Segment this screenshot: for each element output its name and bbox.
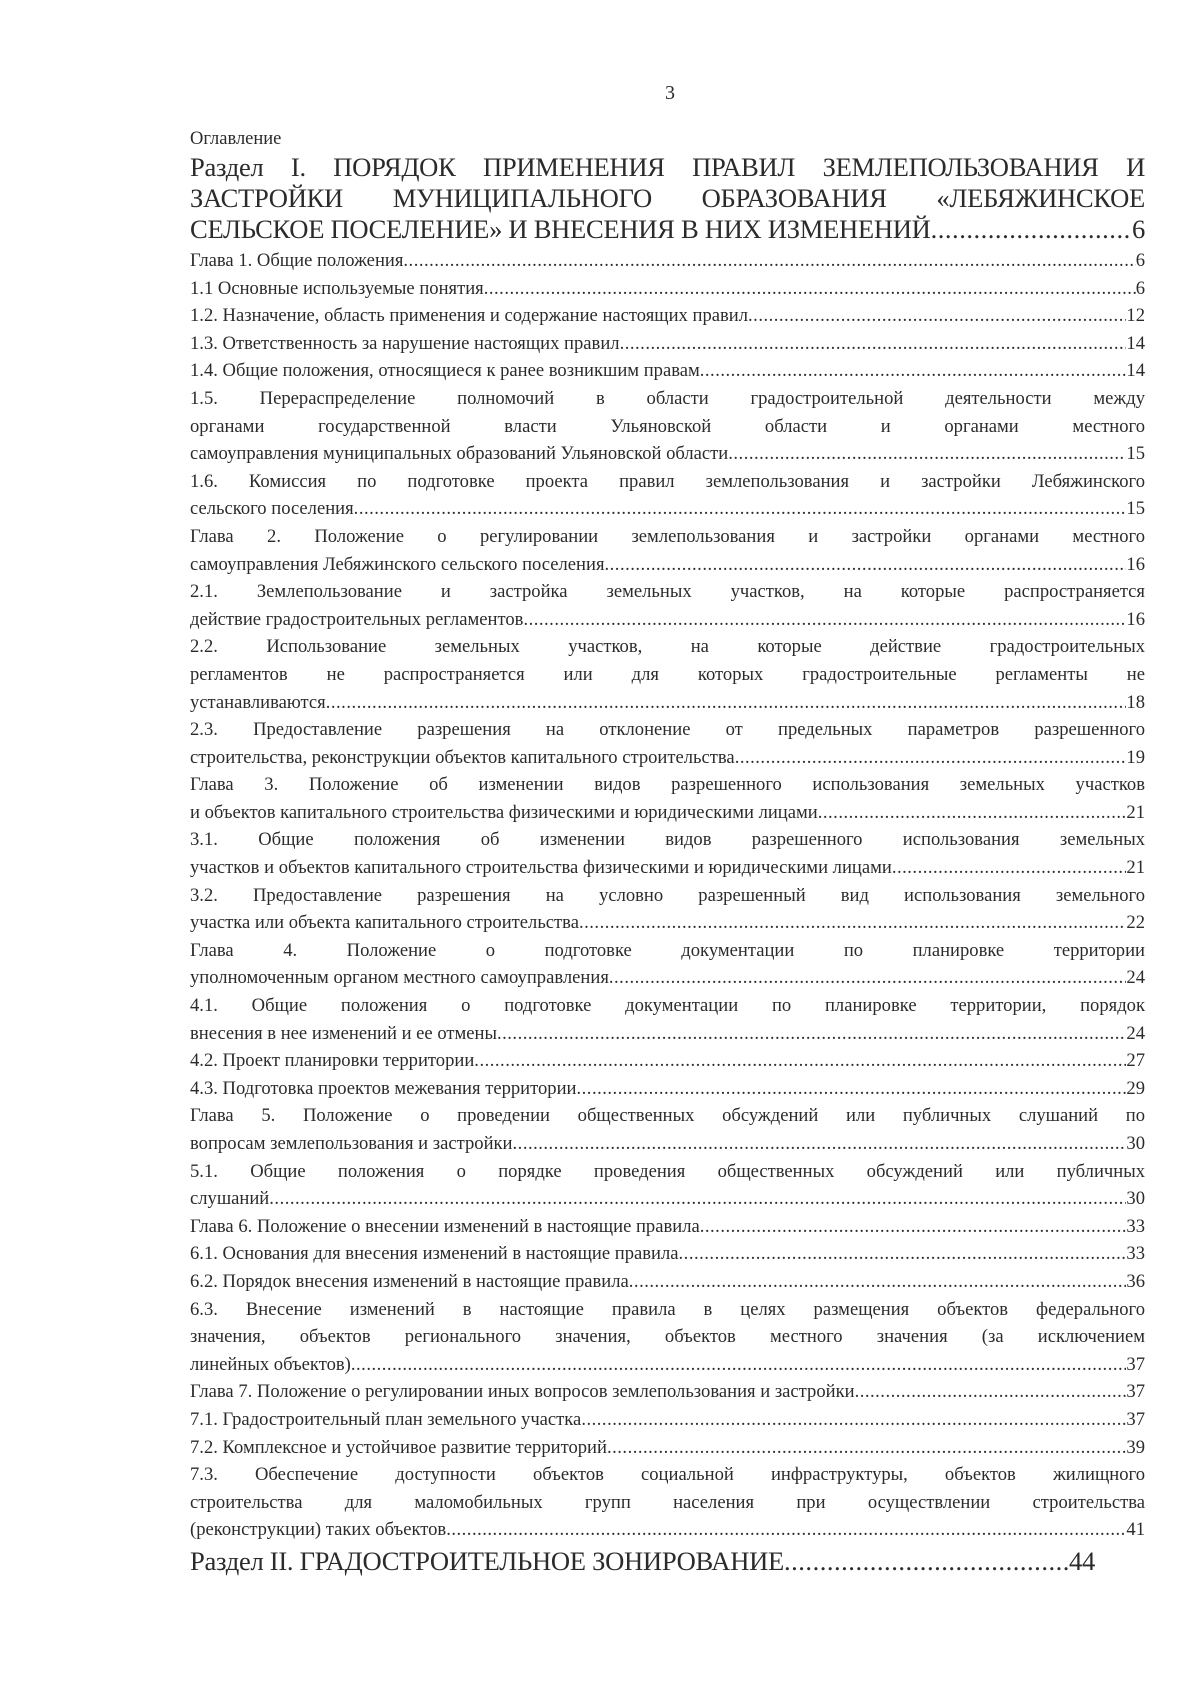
toc-page-number: 24 <box>1126 967 1145 989</box>
toc-entry-title: действие градостроительных регламентов <box>190 608 524 630</box>
toc-entry-line: 1.6. Комиссия по подготовке проекта правил землепользования и застройки Лебяжинского <box>190 470 1145 492</box>
toc-entry-title: участков и объектов капитального строительства физическими и юридическими лицами <box>190 857 892 879</box>
dot-leader <box>607 1434 1126 1462</box>
toc-entry-title: слушаний <box>190 1188 270 1210</box>
toc-entry-last-line <box>190 1047 1145 1075</box>
toc-entry-last-line <box>190 1434 1145 1462</box>
toc-page-number: 37 <box>1126 1353 1145 1375</box>
toc-entry-last-line <box>190 744 1145 772</box>
toc-section[interactable] <box>190 1546 1145 1577</box>
toc-entry-last-line <box>190 854 1145 882</box>
toc-page-number: 16 <box>1126 608 1145 630</box>
toc-entry-line: органами государственной власти Ульяновской области и органами местного <box>190 415 1145 437</box>
toc-page-number: 21 <box>1126 857 1145 879</box>
toc-entry-title: Глава 1. Общие положения <box>190 250 404 271</box>
dot-leader <box>326 689 1127 717</box>
dot-leader <box>748 302 1126 330</box>
toc-page-number: 12 <box>1126 305 1145 327</box>
dot-leader <box>269 1185 1126 1213</box>
toc-page-number: 36 <box>1126 1270 1145 1292</box>
toc-page-number: 22 <box>1126 912 1145 934</box>
toc-entry-title: устанавливаются <box>190 691 326 713</box>
dot-leader <box>351 1351 1127 1379</box>
toc-entry[interactable] <box>190 1378 1145 1406</box>
toc-entry-last-line <box>190 330 1145 358</box>
toc-entry[interactable] <box>190 357 1145 385</box>
toc-entry[interactable] <box>190 1102 1145 1157</box>
toc-entry[interactable] <box>190 771 1145 826</box>
toc-entry[interactable] <box>190 937 1145 992</box>
toc-entry[interactable] <box>190 330 1145 358</box>
toc-entry-title: (реконструкции) таких объектов <box>190 1519 447 1541</box>
toc-entry-title: 6.1. Основания для внесения изменений в настоящие правила <box>190 1243 679 1265</box>
toc-entry-title: 1.3. Ответственность за нарушение настоящих правил <box>190 332 620 354</box>
toc-entry[interactable] <box>190 247 1145 275</box>
toc-page-number: 44 <box>1069 1545 1095 1576</box>
toc-entry[interactable] <box>190 1461 1145 1544</box>
toc-entry-last-line <box>190 1546 1095 1577</box>
dot-leader <box>892 854 1127 882</box>
toc-entry-last-line <box>190 964 1145 992</box>
toc-entry-last-line <box>190 1213 1145 1241</box>
toc-entry[interactable] <box>190 716 1145 771</box>
dot-leader <box>609 964 1127 992</box>
toc-entry-line: ЗАСТРОЙКИ МУНИЦИПАЛЬНОГО ОБРАЗОВАНИЯ «ЛЕБЯЖИНСКОЕ <box>190 183 1145 213</box>
dot-leader <box>818 799 1127 827</box>
toc-entry-line: 2.1. Землепользование и застройка земельных участков, на которые распространяется <box>190 581 1145 603</box>
toc-entry-title: внесения в нее изменений и ее отмены <box>190 1022 497 1044</box>
dot-leader <box>700 357 1127 385</box>
toc-entry-title: Раздел II. ГРАДОСТРОИТЕЛЬНОЕ ЗОНИРОВАНИЕ <box>190 1545 784 1576</box>
toc-entry-last-line <box>190 357 1145 385</box>
toc-entry-last-line <box>190 909 1145 937</box>
toc-page-number: 15 <box>1126 443 1145 465</box>
toc-entry-title: 7.2. Комплексное и устойчивое развитие территорий <box>190 1436 607 1458</box>
toc-page-number: 27 <box>1126 1050 1145 1072</box>
table-of-contents <box>190 128 1145 1577</box>
toc-page-number: 30 <box>1126 1133 1145 1154</box>
toc-entry-title: 1.2. Назначение, область применения и содержание настоящих правил <box>190 305 749 327</box>
toc-entry-last-line <box>190 275 1145 303</box>
toc-page-number: 19 <box>1126 746 1145 768</box>
toc-entry-last-line <box>190 1378 1145 1406</box>
toc-entry-title: Глава 7. Положение о регулировании иных вопросов землепользования и застройки <box>190 1381 855 1403</box>
toc-entry-title: 4.2. Проект планировки территории <box>190 1050 475 1072</box>
toc-entry[interactable] <box>190 1434 1145 1462</box>
toc-entry[interactable] <box>190 1213 1145 1241</box>
toc-page-number: 37 <box>1126 1408 1145 1430</box>
toc-page-number: 33 <box>1126 1215 1145 1237</box>
dot-leader <box>620 330 1127 358</box>
toc-page-number: 39 <box>1126 1436 1145 1458</box>
toc-entry-title: 4.3. Подготовка проектов межевания территории <box>190 1077 577 1099</box>
toc-entry-title: 1.1 Основные используемые понятия <box>190 277 484 299</box>
toc-page-number: 18 <box>1126 691 1145 713</box>
toc-entry-last-line <box>190 214 1145 245</box>
toc-entry-last-line <box>190 1130 1145 1158</box>
toc-entry-last-line <box>190 495 1145 523</box>
dot-leader <box>735 744 1127 772</box>
toc-entry-title: Глава 6. Положение о внесении изменений в настоящие правила <box>190 1215 700 1237</box>
toc-heading: Оглавление <box>190 129 282 149</box>
toc-entry[interactable] <box>190 385 1145 468</box>
toc-entry-title: уполномоченным органом местного самоуправления <box>190 967 609 989</box>
toc-entry[interactable] <box>190 992 1145 1047</box>
toc-entry-line: 3.1. Общие положения об изменении видов разрешенного использования земельных <box>190 829 1145 851</box>
page-number: 3 <box>665 82 675 104</box>
toc-entry-title: СЕЛЬСКОЕ ПОСЕЛЕНИЕ» И ВНЕСЕНИЯ В НИХ ИЗМЕНЕНИЙ <box>190 214 931 244</box>
toc-entry-title: 1.4. Общие положения, относящиеся к ранее возникшим правам <box>190 360 700 382</box>
toc-entry-line: Глава 5. Положение о проведении общественных обсуждений или публичных слушаний по <box>190 1105 1145 1127</box>
toc-entry-last-line <box>190 689 1145 717</box>
dot-leader <box>513 1130 1127 1158</box>
toc-entry[interactable] <box>190 633 1145 716</box>
toc-entry-line: строительства для маломобильных групп населения при осуществлении строительства <box>190 1491 1145 1513</box>
toc-entry-last-line <box>190 1351 1145 1379</box>
toc-entry[interactable] <box>190 1047 1145 1075</box>
dot-leader <box>679 1240 1127 1268</box>
toc-entry-title: самоуправления муниципальных образований Ульяновской области <box>190 443 729 465</box>
toc-entry-title: и объектов капитального строительства физическими и юридическими лицами <box>190 801 818 823</box>
toc-entry-line: Глава 2. Положение о регулировании землепользования и застройки органами местного <box>190 525 1145 547</box>
toc-entry-line: 3.2. Предоставление разрешения на условно разрешенный вид использования земельного <box>190 884 1145 906</box>
toc-entry[interactable] <box>190 578 1145 633</box>
toc-entry[interactable] <box>190 302 1145 330</box>
toc-entry[interactable] <box>190 1158 1145 1213</box>
toc-entry-last-line <box>190 1240 1145 1268</box>
toc-entry-line: Глава 3. Положение об изменении видов разрешенного использования земельных участков <box>190 774 1145 796</box>
dot-leader <box>497 1020 1126 1048</box>
toc-list <box>190 152 1145 1577</box>
toc-entry-line: 5.1. Общие положения о порядке проведения общественных обсуждений или публичных <box>190 1160 1145 1182</box>
toc-entry-last-line <box>190 799 1145 827</box>
toc-entry-last-line <box>190 1268 1145 1296</box>
toc-entry[interactable] <box>190 882 1145 937</box>
toc-entry-title: линейных объектов) <box>190 1353 351 1375</box>
toc-entry[interactable] <box>190 1240 1145 1268</box>
dot-leader <box>855 1378 1127 1406</box>
dot-leader <box>484 275 1136 303</box>
toc-entry-title: вопросам землепользования и застройки <box>190 1133 513 1154</box>
dot-leader <box>931 214 1132 245</box>
toc-entry-line: Глава 4. Положение о подготовке документации по планировке территории <box>190 939 1145 961</box>
toc-page-number: 33 <box>1126 1243 1145 1265</box>
toc-section[interactable] <box>190 152 1145 245</box>
toc-page-number: 6 <box>1132 214 1145 244</box>
toc-entry[interactable] <box>190 826 1145 881</box>
toc-entry-title: самоуправления Лебяжинского сельского поселения <box>190 553 605 575</box>
toc-entry-title: 7.1. Градостроительный план земельного участка <box>190 1408 582 1430</box>
toc-page-number: 14 <box>1126 360 1145 382</box>
toc-page-number: 37 <box>1126 1381 1145 1403</box>
toc-entry-line: 1.5. Перераспределение полномочий в области градостроительной деятельности между <box>190 387 1145 409</box>
toc-entry-last-line <box>190 302 1145 330</box>
dot-leader <box>579 909 1126 937</box>
dot-leader <box>403 247 1135 275</box>
toc-page-number: 24 <box>1126 1022 1145 1044</box>
toc-page-number: 30 <box>1126 1188 1145 1210</box>
toc-entry-line: 2.3. Предоставление разрешения на отклонение от предельных параметров разрешенного <box>190 719 1145 741</box>
dot-leader <box>581 1406 1126 1434</box>
toc-entry[interactable] <box>190 1296 1145 1379</box>
dot-leader <box>577 1075 1127 1103</box>
dot-leader <box>474 1047 1126 1075</box>
toc-entry-title: строительства, реконструкции объектов капитального строительства <box>190 746 735 768</box>
toc-entry-last-line <box>190 1406 1145 1434</box>
dot-leader <box>446 1516 1126 1544</box>
toc-entry-line: 2.2. Использование земельных участков, на которые действие градостроительных <box>190 636 1145 658</box>
toc-page-number: 14 <box>1126 332 1145 354</box>
dot-leader <box>605 551 1127 579</box>
toc-page-number: 21 <box>1126 801 1145 823</box>
toc-entry-line: Раздел I. ПОРЯДОК ПРИМЕНЕНИЯ ПРАВИЛ ЗЕМЛЕПОЛЬЗОВАНИЯ И <box>190 152 1145 182</box>
dot-leader <box>728 440 1126 468</box>
dot-leader <box>700 1213 1127 1241</box>
toc-page-number: 41 <box>1126 1519 1145 1541</box>
toc-page-number: 6 <box>1135 250 1145 271</box>
toc-page-number: 16 <box>1126 553 1145 575</box>
dot-leader <box>784 1546 1069 1577</box>
toc-entry-title: сельского поселения <box>190 498 354 520</box>
dot-leader <box>354 495 1127 523</box>
toc-page-number: 6 <box>1135 277 1145 299</box>
toc-entry-line: регламентов не распространяется или для которых градостроительные регламенты не <box>190 663 1145 685</box>
toc-entry-line: 6.3. Внесение изменений в настоящие правила в целях размещения объектов федерального <box>190 1298 1145 1320</box>
toc-entry-line: значения, объектов регионального значения, объектов местного значения (за исключением <box>190 1326 1145 1348</box>
toc-entry[interactable] <box>190 275 1145 303</box>
toc-entry-line: 4.1. Общие положения о подготовке документации по планировке территории, порядок <box>190 995 1145 1017</box>
toc-entry-last-line <box>190 1020 1145 1048</box>
toc-entry-line: 7.3. Обеспечение доступности объектов социальной инфраструктуры, объектов жилищного <box>190 1464 1145 1486</box>
toc-page-number: 15 <box>1126 498 1145 520</box>
toc-entry-last-line <box>190 1516 1145 1544</box>
toc-entry[interactable] <box>190 1268 1145 1296</box>
toc-entry[interactable] <box>190 468 1145 523</box>
toc-entry-last-line <box>190 1185 1145 1213</box>
toc-entry-title: 6.2. Порядок внесения изменений в настоящие правила <box>190 1270 629 1292</box>
toc-page-number: 29 <box>1126 1077 1145 1099</box>
toc-entry[interactable] <box>190 1406 1145 1434</box>
toc-entry-last-line <box>190 440 1145 468</box>
toc-entry[interactable] <box>190 523 1145 578</box>
toc-entry[interactable] <box>190 1075 1145 1103</box>
toc-entry-title: участка или объекта капитального строительства <box>190 912 579 934</box>
toc-entry-last-line <box>190 247 1145 275</box>
toc-entry-last-line <box>190 1075 1145 1103</box>
dot-leader <box>523 606 1126 634</box>
toc-entry-last-line <box>190 606 1145 634</box>
toc-entry-last-line <box>190 551 1145 579</box>
dot-leader <box>629 1268 1127 1296</box>
